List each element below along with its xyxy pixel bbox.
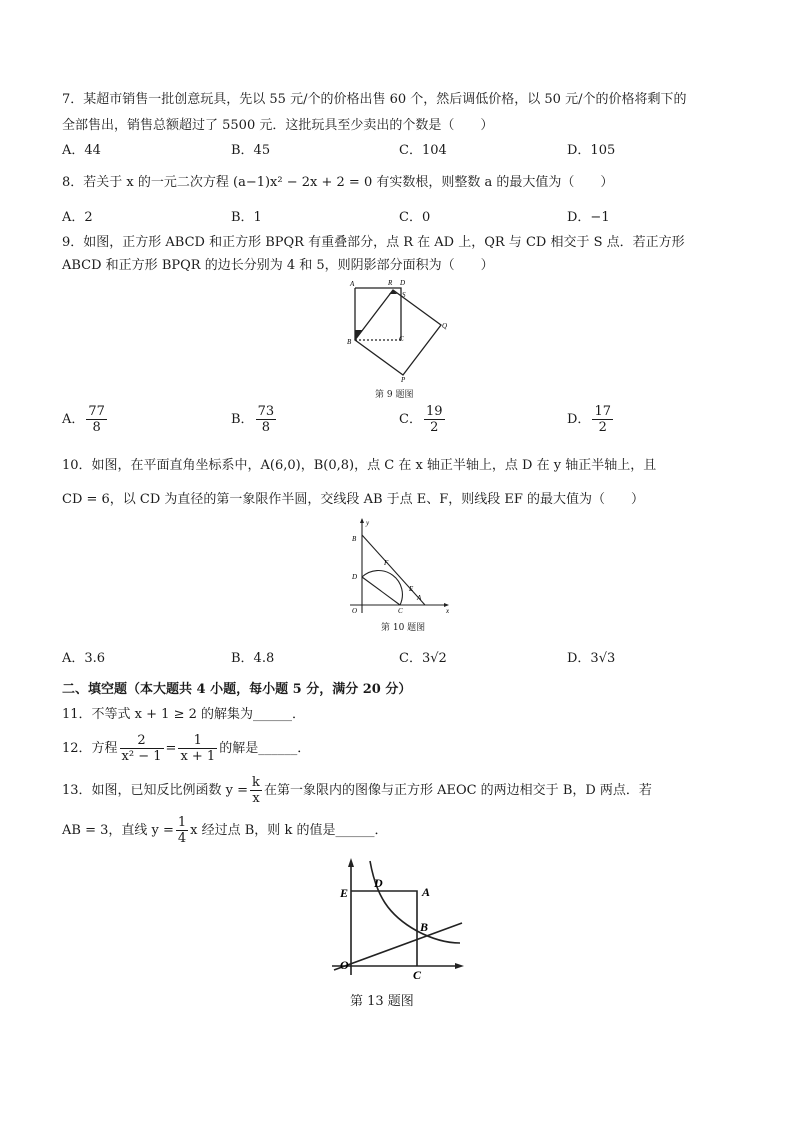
q9-label-s: S (402, 291, 406, 299)
q9-option-b (231, 404, 278, 435)
q9-option-c-letter: C． (399, 412, 422, 427)
q10-semicircle (362, 571, 402, 605)
q13-c-fraction (176, 815, 188, 846)
q10-label-b: B (352, 535, 357, 543)
q10-label-d: D (352, 573, 358, 581)
q8-option-d: D．−1 (567, 210, 610, 225)
q13-hyperbola (370, 861, 460, 943)
q9-label-r: R (388, 279, 393, 287)
q9-option-c-fraction (424, 404, 445, 435)
q12-rhs-num: 1 (178, 733, 217, 749)
q13-line2-prefix: AB = 3，直线 y = (62, 823, 174, 838)
q9-option-a-fraction (86, 404, 107, 435)
q9-option-a-den: 8 (92, 420, 101, 435)
section2-title: 二、填空题（本大题共 4 小题，每小题 5 分，满分 20 分） (62, 682, 412, 697)
q9-square-abcd (355, 288, 401, 340)
q9-caption: 第 9 题图 (375, 390, 414, 400)
q9-line1: 9．如图，正方形 ABCD 和正方形 BPQR 有重叠部分，点 R 在 AD 上，QR 与 CD 相交于 S 点．若正方形 (62, 235, 685, 250)
q12-lhs-num: 2 (120, 733, 164, 749)
q8-option-c: C．0 (399, 210, 431, 225)
q13-prefix: 13．如图，已知反比例函数 y = (62, 783, 249, 798)
q10-option-c: C．3√2 (399, 651, 447, 666)
q10-label-x: x (446, 607, 450, 615)
q12-eq: = (165, 741, 177, 756)
q10-label-y: y (366, 519, 370, 527)
q8-option-a: A．2 (62, 210, 93, 225)
q12-line (62, 731, 310, 767)
q7-option-b: B．45 (231, 143, 271, 158)
q9-option-c-num: 19 (425, 404, 443, 419)
q9-option-b-letter: B． (231, 412, 254, 427)
q7-line2: 全部售出，销售总额超过了 5500 元．这批玩具至少卖出的个数是（ ） (62, 118, 494, 133)
q10-label-e: E (409, 585, 414, 593)
q10-label-o: O (352, 607, 358, 615)
q11-text: 11．不等式 x + 1 ≥ 2 的解集为______． (62, 707, 305, 722)
q13-c-num: 1 (177, 815, 187, 830)
q13-label-e: E (340, 886, 349, 900)
q13-label-d: D (374, 876, 383, 890)
q9-option-c (399, 404, 447, 435)
q13-line2-suffix: x 经过点 B，则 k 的值是______． (190, 823, 388, 838)
q10-label-c: C (398, 607, 403, 615)
q9-label-b: B (347, 338, 352, 346)
q8-text: 8．若关于 x 的一元二次方程 (a−1)x² − 2x + 2 = 0 有实数根，则整数 a 的最大值为（ ） (62, 175, 614, 190)
q10-option-d: D．3√3 (567, 651, 616, 666)
q9-label-p: P (401, 376, 406, 383)
q9-option-d (567, 404, 615, 435)
q9-option-d-fraction (592, 404, 613, 435)
q13-k-den: x (252, 791, 260, 806)
q13-figure (326, 855, 468, 980)
q13-label-a: A (422, 885, 431, 899)
q9-option-b-num: 73 (257, 404, 275, 419)
q9-option-b-fraction (256, 404, 277, 435)
q9-square-bpqr (355, 290, 441, 375)
q10-label-f: F (384, 559, 389, 567)
q9-option-c-den: 2 (430, 420, 439, 435)
q7-option-c: C．104 (399, 143, 447, 158)
q9-label-d: D (400, 279, 406, 287)
q10-line1: 10．如图，在平面直角坐标系中，A(6,0)，B(0,8)，点 C 在 x 轴正半轴上，点 D 在 y 轴正半轴上，且 (62, 458, 657, 473)
q7-option-d: D．105 (567, 143, 616, 158)
q9-label-q: Q (442, 322, 448, 330)
q12-rhs-fraction (178, 733, 217, 764)
q9-option-d-letter: D． (567, 412, 591, 427)
q9-option-a-letter: A． (62, 412, 85, 427)
q13-line-ob (334, 923, 462, 970)
q10-caption: 第 10 题图 (381, 623, 426, 633)
q10-figure (342, 515, 454, 617)
q7-option-a: A．44 (62, 143, 101, 158)
q9-label-a: A (350, 280, 355, 288)
q9-option-a-num: 77 (88, 404, 105, 419)
q9-option-a (62, 404, 109, 435)
q13-label-o: O (340, 958, 349, 972)
q9-option-d-den: 2 (598, 420, 607, 435)
q13-caption: 第 13 题图 (350, 994, 414, 1009)
q10-line2: CD = 6，以 CD 为直径的第一象限作半圆，交线段 AB 于点 E、F，则线段 EF 的最大值为（ ） (62, 492, 645, 507)
q7-line1: 7．某超市销售一批创意玩具，先以 55 元/个的价格出售 60 个，然后调低价格，以 50 元/个的价格将剩下的 (62, 92, 687, 107)
q9-figure (340, 278, 460, 383)
q13-label-c: C (413, 968, 422, 980)
q13-mid: 在第一象限内的图像与正方形 AEOC 的两边相交于 B，D 两点．若 (263, 783, 652, 798)
q12-lhs-fraction (120, 733, 164, 764)
q13-label-b: B (420, 920, 429, 934)
q9-option-b-den: 8 (261, 420, 270, 435)
q10-line-ab (362, 535, 425, 605)
q12-rhs-den: x + 1 (180, 749, 216, 764)
q12-suffix: 的解是______． (219, 741, 311, 756)
q12-lhs-den: x² − 1 (121, 749, 162, 764)
q9-label-c: C (399, 335, 404, 343)
q13-line1 (62, 774, 652, 808)
q9-line2: ABCD 和正方形 BPQR 的边长分别为 4 和 5，则阴影部分面积为（ ） (62, 258, 494, 273)
q10-diameter-cd (362, 577, 400, 605)
q10-option-b: B．4.8 (231, 651, 275, 666)
q8-option-b: B．1 (231, 210, 262, 225)
q10-option-a: A．3.6 (62, 651, 106, 666)
q13-c-den: 4 (177, 831, 187, 846)
q10-label-a: A (417, 594, 422, 602)
q12-prefix: 12．方程 (62, 741, 118, 756)
q13-k-num: k (252, 775, 260, 790)
q9-option-d-num: 17 (594, 404, 611, 419)
q13-line2 (62, 814, 387, 848)
q13-k-fraction (250, 775, 262, 806)
